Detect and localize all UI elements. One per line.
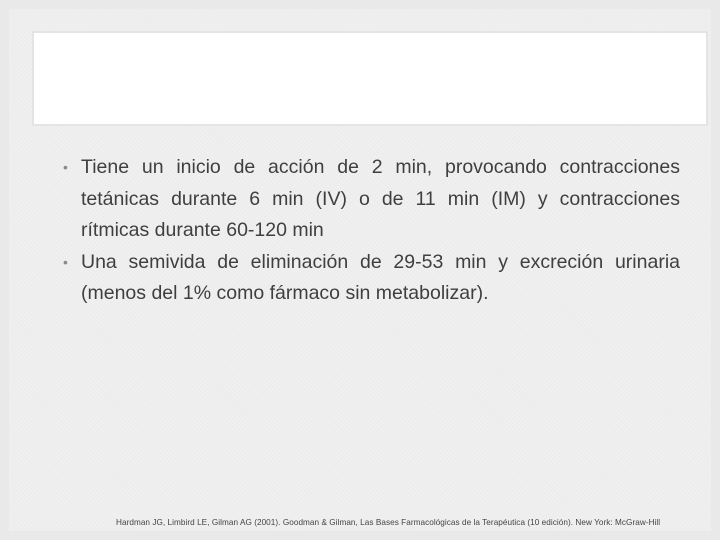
reference-citation: Hardman JG, Limbird LE, Gilman AG (2001). Goodman & Gilman, Las Bases Farmacológicas de la Terapéutica (10 edición). New York: McGraw-Hill xyxy=(116,518,661,527)
bullet-text: Tiene un inicio de acción de 2 min, provocando contracciones tetánicas durante 6 min (IV) o de 11 min (IM) y contracciones rítmicas durante 60-120 min xyxy=(81,156,680,241)
slide xyxy=(9,9,711,531)
bullet-item xyxy=(63,247,680,310)
bullet-marker-icon: • xyxy=(63,159,68,175)
bullet-marker-icon: • xyxy=(63,253,68,270)
bullet-text: Una semivida de eliminación de 29-53 min y excreción urinaria (menos del 1% como fármaco sin metabolizar). xyxy=(81,250,680,304)
bullet-item xyxy=(63,152,680,247)
title-placeholder xyxy=(32,31,708,126)
bullet-list xyxy=(63,152,680,310)
